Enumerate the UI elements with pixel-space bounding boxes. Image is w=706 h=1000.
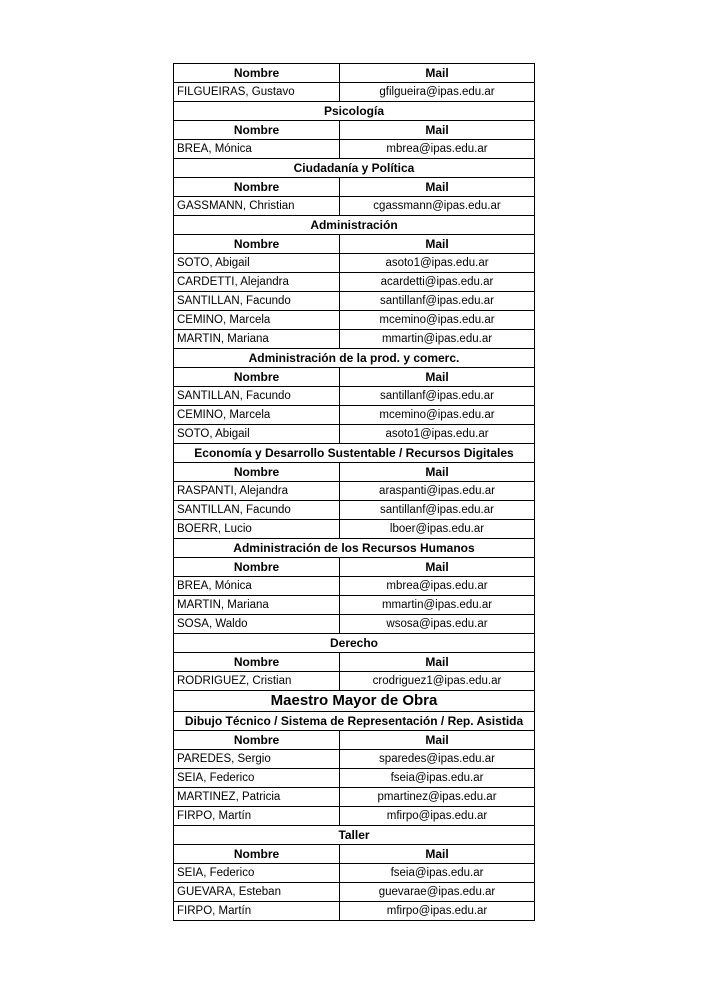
column-header-name: Nombre	[174, 178, 340, 197]
column-header-mail: Mail	[340, 64, 535, 83]
column-header-mail: Mail	[340, 653, 535, 672]
column-header-name: Nombre	[174, 121, 340, 140]
column-header-row	[174, 121, 535, 140]
person-mail: acardetti@ipas.edu.ar	[340, 273, 535, 292]
column-header-mail: Mail	[340, 558, 535, 577]
person-mail: mmartin@ipas.edu.ar	[340, 596, 535, 615]
section-title: Administración de la prod. y comerc.	[174, 349, 535, 368]
person-mail: cgassmann@ipas.edu.ar	[340, 197, 535, 216]
person-name: BOERR, Lucio	[174, 520, 340, 539]
table-row	[174, 672, 535, 691]
table-row	[174, 902, 535, 921]
column-header-row	[174, 653, 535, 672]
program-title-row	[174, 691, 535, 712]
section-title: Derecho	[174, 634, 535, 653]
column-header-row	[174, 731, 535, 750]
person-name: FIRPO, Martín	[174, 807, 340, 826]
column-header-row	[174, 235, 535, 254]
person-mail: crodriguez1@ipas.edu.ar	[340, 672, 535, 691]
person-mail: guevarae@ipas.edu.ar	[340, 883, 535, 902]
section-title-row	[174, 159, 535, 178]
column-header-name: Nombre	[174, 653, 340, 672]
table-row	[174, 807, 535, 826]
table-row	[174, 769, 535, 788]
person-mail: mfirpo@ipas.edu.ar	[340, 902, 535, 921]
table-row	[174, 883, 535, 902]
section-title-row	[174, 102, 535, 121]
column-header-row	[174, 558, 535, 577]
table-row	[174, 292, 535, 311]
column-header-name: Nombre	[174, 558, 340, 577]
person-name: SANTILLAN, Facundo	[174, 387, 340, 406]
section-title-row	[174, 349, 535, 368]
column-header-name: Nombre	[174, 463, 340, 482]
person-mail: sparedes@ipas.edu.ar	[340, 750, 535, 769]
person-name: RASPANTI, Alejandra	[174, 482, 340, 501]
table-row	[174, 387, 535, 406]
person-mail: pmartinez@ipas.edu.ar	[340, 788, 535, 807]
person-mail: mmartin@ipas.edu.ar	[340, 330, 535, 349]
table-row	[174, 140, 535, 159]
section-title-row	[174, 539, 535, 558]
person-name: MARTIN, Mariana	[174, 330, 340, 349]
column-header-mail: Mail	[340, 845, 535, 864]
column-header-row	[174, 178, 535, 197]
person-mail: mfirpo@ipas.edu.ar	[340, 807, 535, 826]
person-name: BREA, Mónica	[174, 140, 340, 159]
person-mail: santillanf@ipas.edu.ar	[340, 387, 535, 406]
section-title: Administración	[174, 216, 535, 235]
person-name: FILGUEIRAS, Gustavo	[174, 83, 340, 102]
directory-body	[174, 64, 535, 921]
column-header-mail: Mail	[340, 731, 535, 750]
person-mail: asoto1@ipas.edu.ar	[340, 425, 535, 444]
person-name: SOTO, Abigail	[174, 254, 340, 273]
person-mail: mbrea@ipas.edu.ar	[340, 140, 535, 159]
program-title: Maestro Mayor de Obra	[174, 691, 535, 712]
column-header-mail: Mail	[340, 463, 535, 482]
person-mail: santillanf@ipas.edu.ar	[340, 292, 535, 311]
section-title-row	[174, 634, 535, 653]
table-row	[174, 615, 535, 634]
person-mail: asoto1@ipas.edu.ar	[340, 254, 535, 273]
section-title-row	[174, 712, 535, 731]
person-name: SEIA, Federico	[174, 864, 340, 883]
section-title: Dibujo Técnico / Sistema de Representación / Rep. Asistida	[174, 712, 535, 731]
table-row	[174, 197, 535, 216]
person-name: MARTIN, Mariana	[174, 596, 340, 615]
table-row	[174, 425, 535, 444]
table-row	[174, 83, 535, 102]
person-name: CEMINO, Marcela	[174, 311, 340, 330]
person-name: FIRPO, Martín	[174, 902, 340, 921]
person-name: CEMINO, Marcela	[174, 406, 340, 425]
person-mail: fseia@ipas.edu.ar	[340, 864, 535, 883]
table-row	[174, 596, 535, 615]
staff-directory	[173, 63, 534, 921]
column-header-name: Nombre	[174, 731, 340, 750]
person-name: RODRIGUEZ, Cristian	[174, 672, 340, 691]
person-name: SANTILLAN, Facundo	[174, 292, 340, 311]
table-row	[174, 750, 535, 769]
column-header-row	[174, 368, 535, 387]
table-row	[174, 482, 535, 501]
person-mail: mcemino@ipas.edu.ar	[340, 311, 535, 330]
table-row	[174, 254, 535, 273]
person-mail: santillanf@ipas.edu.ar	[340, 501, 535, 520]
table-row	[174, 406, 535, 425]
column-header-mail: Mail	[340, 235, 535, 254]
section-title: Ciudadanía y Política	[174, 159, 535, 178]
person-name: PAREDES, Sergio	[174, 750, 340, 769]
person-mail: fseia@ipas.edu.ar	[340, 769, 535, 788]
table-row	[174, 864, 535, 883]
person-mail: lboer@ipas.edu.ar	[340, 520, 535, 539]
person-mail: araspanti@ipas.edu.ar	[340, 482, 535, 501]
column-header-name: Nombre	[174, 845, 340, 864]
person-name: GASSMANN, Christian	[174, 197, 340, 216]
section-title: Economía y Desarrollo Sustentable / Recursos Digitales	[174, 444, 535, 463]
column-header-row	[174, 64, 535, 83]
person-name: GUEVARA, Esteban	[174, 883, 340, 902]
table-row	[174, 788, 535, 807]
section-title-row	[174, 826, 535, 845]
table-row	[174, 311, 535, 330]
person-name: BREA, Mónica	[174, 577, 340, 596]
section-title: Taller	[174, 826, 535, 845]
person-name: SANTILLAN, Facundo	[174, 501, 340, 520]
section-title-row	[174, 216, 535, 235]
person-mail: mbrea@ipas.edu.ar	[340, 577, 535, 596]
column-header-mail: Mail	[340, 121, 535, 140]
column-header-name: Nombre	[174, 64, 340, 83]
column-header-mail: Mail	[340, 178, 535, 197]
person-name: MARTINEZ, Patricia	[174, 788, 340, 807]
section-title: Administración de los Recursos Humanos	[174, 539, 535, 558]
table-row	[174, 501, 535, 520]
column-header-row	[174, 463, 535, 482]
table-row	[174, 273, 535, 292]
person-name: SOSA, Waldo	[174, 615, 340, 634]
person-name: SOTO, Abigail	[174, 425, 340, 444]
person-mail: gfilgueira@ipas.edu.ar	[340, 83, 535, 102]
column-header-mail: Mail	[340, 368, 535, 387]
directory-table	[173, 63, 535, 921]
person-mail: mcemino@ipas.edu.ar	[340, 406, 535, 425]
section-title: Psicología	[174, 102, 535, 121]
column-header-row	[174, 845, 535, 864]
person-mail: wsosa@ipas.edu.ar	[340, 615, 535, 634]
table-row	[174, 520, 535, 539]
column-header-name: Nombre	[174, 368, 340, 387]
table-row	[174, 577, 535, 596]
table-row	[174, 330, 535, 349]
column-header-name: Nombre	[174, 235, 340, 254]
person-name: SEIA, Federico	[174, 769, 340, 788]
person-name: CARDETTI, Alejandra	[174, 273, 340, 292]
section-title-row	[174, 444, 535, 463]
